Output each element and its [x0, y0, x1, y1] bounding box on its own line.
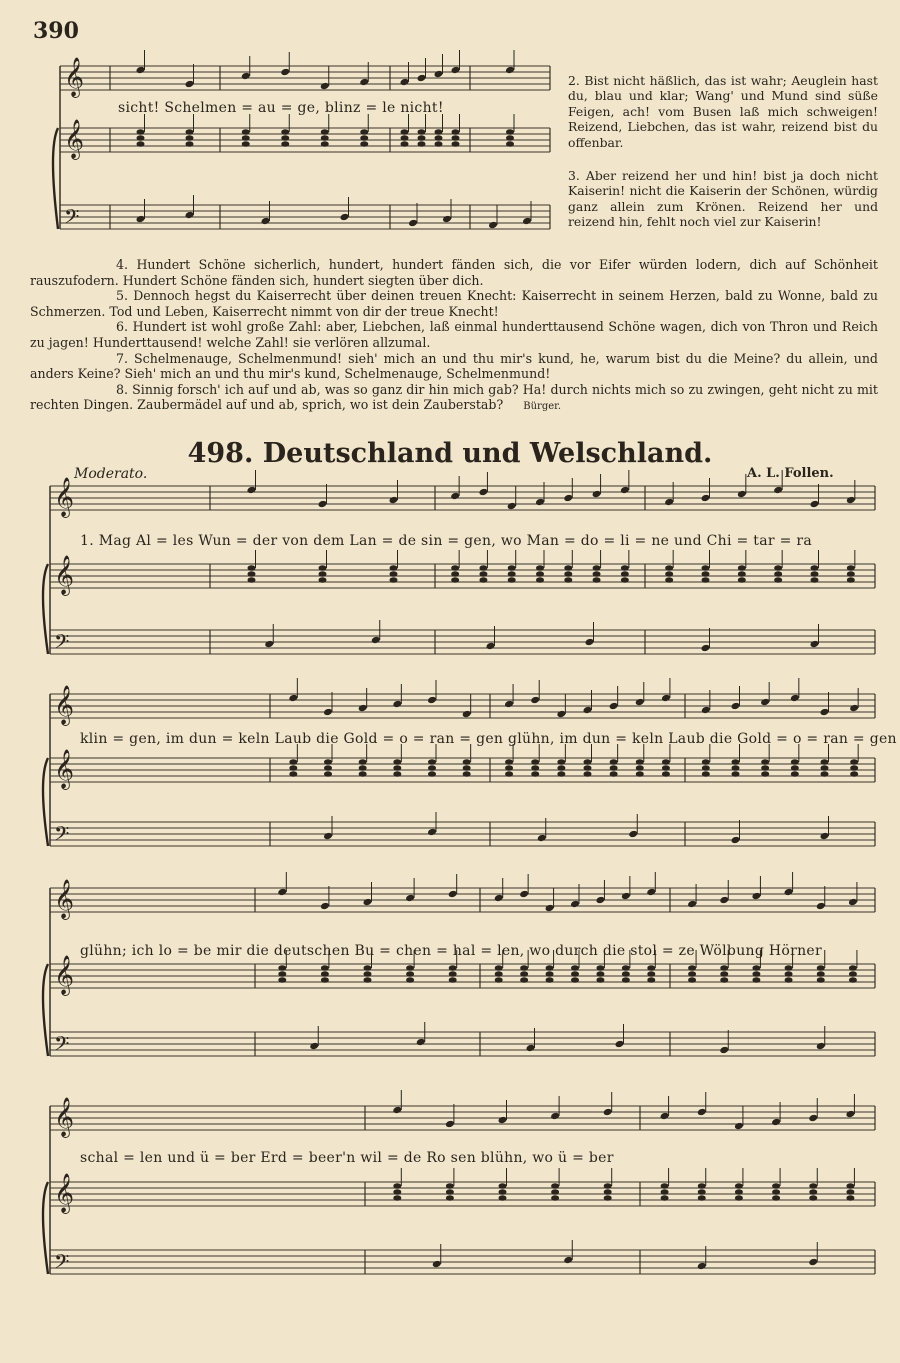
svg-text:𝄢: 𝄢	[54, 822, 70, 850]
svg-text:𝄢: 𝄢	[54, 1032, 70, 1060]
side-verse-3: 3. Aber reizend her und hin! bist ja doch nicht Kaiserin! nicht die Kaiserin der Schönen, würdig ganz allein zum Krönen. Reizend her und reizend hin, fehlt noch viel zur Kaiserin!	[568, 168, 878, 230]
verse-5: 5. Dennoch hegst du Kaiserrecht über deinen treuen Knecht: Kaiserrecht in seinem Herzen, bald zu Wonne, bald zu Schmerzen. Tod und Leben, Kaiserrecht nimmt von dir der treue Knecht!	[30, 288, 878, 319]
svg-text:𝄢: 𝄢	[54, 1250, 70, 1278]
svg-text:𝄞: 𝄞	[54, 1097, 75, 1137]
svg-text:𝄞: 𝄞	[54, 685, 75, 725]
svg-text:𝄞: 𝄞	[54, 879, 75, 919]
lyrics-line-3: glühn; ich lo = be mir die deutschen Bu = chen = hal = len, wo durch die stol = ze Wölbung Hörner	[80, 943, 822, 959]
staff-1	[50, 744, 875, 790]
music-system-top	[50, 57, 555, 250]
svg-text:𝄢: 𝄢	[54, 630, 70, 658]
staff-0	[50, 872, 875, 920]
verse-4: 4. Hundert Schöne sicherlich, hundert, hundert fänden sich, die vor Eifer würden lodern, dich auf Schönheit rauszufodern. Hundert Schöne fänden sich, hundert siegten über dich.	[30, 257, 878, 288]
tempo-marking: Moderato.	[74, 466, 148, 482]
svg-text:𝄢: 𝄢	[64, 205, 80, 233]
staff-0	[50, 678, 875, 726]
music-system-1	[40, 477, 880, 670]
svg-text:𝄞: 𝄞	[64, 57, 85, 97]
svg-text:𝄞: 𝄞	[54, 955, 75, 995]
lyrics-line-4: schal = len und ü = ber Erd = beer'n wil = de Ro sen blühn, wo ü = ber	[80, 1150, 614, 1166]
svg-text:𝄞: 𝄞	[54, 749, 75, 789]
staff-2	[50, 1240, 875, 1278]
lyrics-top: sicht! Schelmen = au = ge, blinz = le nicht!	[118, 100, 444, 116]
staff-2	[50, 1022, 875, 1060]
svg-text:𝄞: 𝄞	[54, 1173, 75, 1213]
verse-8: 8. Sinnig forsch' ich auf und ab, was so ganz dir hin mich gab? Ha! durch nichts mich so zu zwingen, geht nicht zu mit rechten Dingen. Zaubermädel auf und ab, sprich, wo ist dein Zauberstab?	[30, 381, 878, 413]
music-system-2	[40, 685, 880, 868]
page-number: 390	[33, 18, 79, 44]
composer: A. L. Follen.	[747, 466, 834, 481]
author: Bürger.	[523, 401, 561, 413]
staff-2	[50, 812, 875, 850]
staff-2	[50, 620, 875, 658]
svg-text:𝄞: 𝄞	[64, 119, 85, 159]
song-title: 498. Deutschland und Welschland.	[187, 438, 713, 469]
staff-0	[50, 1090, 875, 1138]
music-system-3	[40, 879, 880, 1072]
staff-1	[50, 550, 875, 596]
staff-0	[60, 50, 550, 98]
verses-block	[30, 257, 878, 415]
svg-text:𝄞: 𝄞	[54, 555, 75, 595]
side-verse-2: 2. Bist nicht häßlich, das ist wahr; Aeuglein hast du, blau und klar; Wang' und Mund sind süße Feigen, ach! vom Busen laß mich schweigen! Reizend, Liebchen, das ist wahr, reizend bist du offenbar.	[568, 73, 878, 150]
verse-6: 6. Hundert ist wohl große Zahl: aber, Liebchen, laß einmal hunderttausend Schöne wagen, dich von Thron und Reich zu jagen! Hunderttausend! welche Zahl! sie verlören allzumal.	[30, 319, 878, 350]
music-system-4	[40, 1097, 880, 1300]
staff-1	[60, 114, 550, 160]
svg-text:𝄞: 𝄞	[54, 477, 75, 517]
staff-2	[60, 195, 550, 233]
staff-1	[50, 1168, 875, 1214]
verse-7: 7. Schelmenauge, Schelmenmund! sieh' mich an und thu mir's kund, he, warum bist du die Meine? du allein, und anders Keine? Sieh' mich an und thu mir's kund, Schelmenauge, Schelmenmund!	[30, 350, 878, 382]
lyrics-line-2: klin = gen, im dun = keln Laub die Gold = o = ran = gen glühn, im dun = keln Laub die Gold = o = ran = gen	[80, 731, 897, 747]
lyrics-line-1: 1. Mag Al = les Wun = der von dem Lan = de sin = gen, wo Man = do = li = ne und Chi = tar = ra	[80, 533, 812, 549]
